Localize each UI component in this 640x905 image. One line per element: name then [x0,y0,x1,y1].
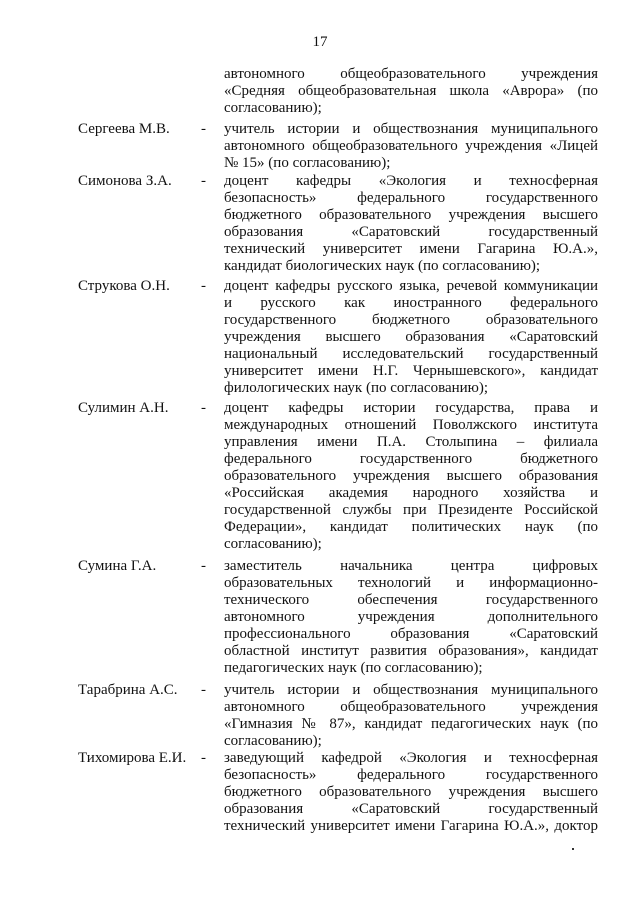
description-line: государственного бюджетного образовательного [224,312,598,328]
list-dash: - [201,750,206,766]
description-line: областной институт развития образования», кандидат [224,643,598,659]
description-line: безопасность» федерального государственного [224,190,598,206]
description-line: автономного общеобразовательного учреждения «Лицей [224,138,598,154]
description-line: заведующий кафедрой «Экология и техносферная [224,750,598,766]
description-line: «Гимназия № 87», кандидат педагогических наук (по [224,716,598,732]
description-line: безопасность» федерального государственного [224,767,598,783]
description-line: университет имени Н.Г. Чернышевского», кандидат [224,363,598,379]
description-line: педагогических наук (по согласованию); [224,660,483,676]
description-line: доцент кафедры истории государства, права и [224,400,598,416]
member-name: Тарабрина А.С. [78,682,178,698]
description-line: заместитель начальника центра цифровых [224,558,598,574]
description-line: учреждения высшего образования «Саратовский [224,329,598,345]
member-name: Струкова О.Н. [78,278,170,294]
list-dash: - [201,682,206,698]
description-line: Федерации», кандидат политических наук (по [224,519,598,535]
description-line: технического обеспечения государственного [224,592,598,608]
description-line: учитель истории и обществознания муниципального [224,121,598,137]
description-line: государственной службы при Президенте Российской [224,502,598,518]
description-line: автономного учреждения дополнительного [224,609,598,625]
continuation-line: «Средняя общеобразовательная школа «Аврора» (по [224,83,598,99]
description-line: согласованию); [224,733,322,749]
description-line: и русского как иностранного федерального [224,295,598,311]
description-line: доцент кафедры русского языка, речевой коммуникации [224,278,598,294]
member-name: Сергеева М.В. [78,121,170,137]
description-line: № 15» (по согласованию); [224,155,391,171]
member-name: Симонова З.А. [78,173,172,189]
description-line: филологических наук (по согласованию); [224,380,489,396]
description-line: кандидат биологических наук (по согласованию); [224,258,541,274]
description-line: бюджетного образовательного учреждения высшего [224,207,598,223]
description-line: «Российская академия народного хозяйства и [224,485,598,501]
page-number: 17 [312,34,328,50]
list-dash: - [201,173,206,189]
continuation-line: автономного общеобразовательного учреждения [224,66,598,82]
member-name: Тихомирова Е.И. [78,750,187,766]
member-name: Сулимин А.Н. [78,400,169,416]
list-dash: - [201,558,206,574]
scan-speck [572,848,574,850]
member-description [224,400,598,553]
description-line: образовательных технологий и информационно- [224,575,598,591]
description-line: образования «Саратовский государственный [224,224,598,240]
member-description [224,682,598,750]
member-name: Сумина Г.А. [78,558,157,574]
list-dash: - [201,121,206,137]
description-line: доцент кафедры «Экология и техносферная [224,173,598,189]
description-line: федерального государственного бюджетного [224,451,598,467]
list-dash: - [201,400,206,416]
continuation-line: согласованию); [224,100,322,116]
description-line: национальный исследовательский государственный [224,346,598,362]
description-line: профессионального образования «Саратовский [224,626,598,642]
description-line: автономного общеобразовательного учреждения [224,699,598,715]
member-description [224,278,598,397]
description-line: международных отношений Поволжского института [224,417,598,433]
list-dash: - [201,278,206,294]
description-line: учитель истории и обществознания муниципального [224,682,598,698]
description-line: технический университет имени Гагарина Ю.А.», [224,241,598,257]
description-line: бюджетного образовательного учреждения высшего [224,784,598,800]
description-line: образования «Саратовский государственный [224,801,598,817]
description-line: управления имени П.А. Столыпина – филиала [224,434,598,450]
continuation-text [224,66,598,117]
description-line: согласованию); [224,536,322,552]
member-description [224,558,598,677]
description-line: образовательного учреждения высшего образования [224,468,598,484]
member-description [224,173,598,275]
description-line: технический университет имени Гагарина Ю.А.», доктор [224,818,598,834]
member-description [224,750,598,835]
member-description [224,121,598,172]
